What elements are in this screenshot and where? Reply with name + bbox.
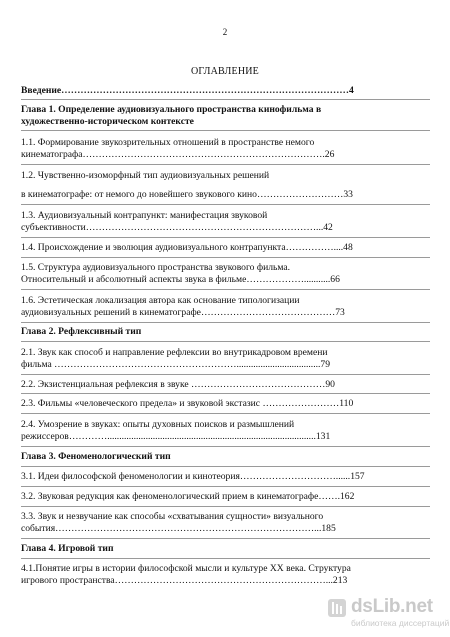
toc-entry-2-1-cont: фильма …………………………………………………...................................79 — [21, 359, 330, 370]
toc-entry-3-3-cont: события………………………………………………………………………...185 — [21, 523, 336, 534]
divider — [21, 289, 430, 290]
divider — [21, 393, 430, 394]
divider — [21, 446, 430, 447]
toc-entry-1-5-cont: Относительный и абсолютный аспекты звука в фильме………………...........66 — [21, 274, 340, 285]
toc-entry-2-2: 2.2. Экзистенциальная рефлексия в звуке ……………………………………90 — [21, 379, 335, 390]
toc-entry-2-4: 2.4. Умозрение в звуках: опыты духовных поисков и размышлений — [21, 419, 295, 430]
toc-entry-3-1: 3.1. Идеи философской феноменологии и кинотеория…………………………......157 — [21, 471, 365, 482]
toc-chapter-2-title: Глава 2. Рефлексивный тип — [21, 326, 142, 337]
toc-entry-3-3: 3.3. Звук и незвучание как способы «схватывания сущности» визуального — [21, 511, 324, 522]
toc-entry-2-1: 2.1. Звук как способ и направление рефлексии во внутрикадровом времени — [21, 347, 328, 358]
toc-entry-1-6: 1.6. Эстетическая локализация автора как основание типологизации — [21, 295, 300, 306]
divider — [21, 413, 430, 414]
toc-entry-2-3: 2.3. Фильмы «человеческого предела» и звуковой экстазис ……………………110 — [21, 398, 354, 409]
divider — [21, 164, 430, 165]
toc-entry-1-3: 1.3. Аудиовизуальный контрапункт: манифестация звуковой — [21, 210, 268, 221]
toc-entry-1-4: 1.4. Происхождение и эволюция аудиовизуального контрапункта……………....48 — [21, 242, 353, 253]
divider — [21, 466, 430, 467]
toc-entry-1-1: 1.1. Формирование звукозрительных отношений в пространстве немого — [21, 137, 315, 148]
toc-entry-1-3-cont: субъективности………………………………………………………………...42 — [21, 222, 333, 233]
dslib-logo-icon — [327, 598, 347, 618]
toc-chapter-1-title: Глава 1. Определение аудиовизуального пространства кинофильма в — [21, 104, 322, 115]
divider — [21, 237, 430, 238]
watermark-subtitle: библиотека диссертаций — [351, 618, 450, 628]
divider — [21, 486, 430, 487]
divider — [21, 506, 430, 507]
watermark-brand: dsLib.net — [351, 596, 433, 617]
toc-entry-1-1-cont: кинематографа………………………………………………………………….26 — [21, 149, 335, 160]
divider — [21, 538, 430, 539]
toc-entry-1-2: 1.2. Чувственно-изоморфный тип аудиовизуальных решений — [21, 170, 270, 181]
toc-entry-2-4-cont: режиссеров………….......................................................................................131 — [21, 431, 331, 442]
divider — [21, 341, 430, 342]
toc-entry-1-6-cont: аудиовизуальных решений в кинематографе……………………………………73 — [21, 307, 345, 318]
toc-chapter-1-title-cont: художественно-историческом контексте — [21, 116, 194, 127]
divider — [21, 558, 430, 559]
divider — [21, 99, 430, 100]
divider — [21, 130, 430, 131]
toc-chapter-3-title: Глава 3. Феноменологический тип — [21, 451, 171, 462]
divider — [21, 374, 430, 375]
toc-entry-3-2: 3.2. Звуковая редукция как феноменологический прием в кинематографе…….162 — [21, 491, 355, 502]
page-number: 2 — [222, 27, 228, 37]
toc-entry-1-2-cont: в кинематографе: от немого до новейшего звукового кино………………………33 — [21, 189, 353, 200]
divider — [21, 322, 430, 323]
dslib-watermark — [327, 596, 450, 632]
divider — [21, 257, 430, 258]
toc-heading: ОГЛАВЛЕНИЕ — [191, 66, 259, 77]
toc-entry-introduction: Введение………………………………………………………………………………4 — [21, 85, 354, 96]
toc-entry-4-1-cont: игрового пространства…………………………………………………………...213 — [21, 575, 348, 586]
divider — [21, 204, 430, 205]
toc-entry-1-5: 1.5. Структура аудиовизуального пространства звукового фильма. — [21, 262, 291, 273]
toc-entry-4-1: 4.1.Понятие игры в истории философской мысли и культуре XX века. Структура — [21, 563, 351, 574]
toc-chapter-4-title: Глава 4. Игровой тип — [21, 543, 114, 554]
